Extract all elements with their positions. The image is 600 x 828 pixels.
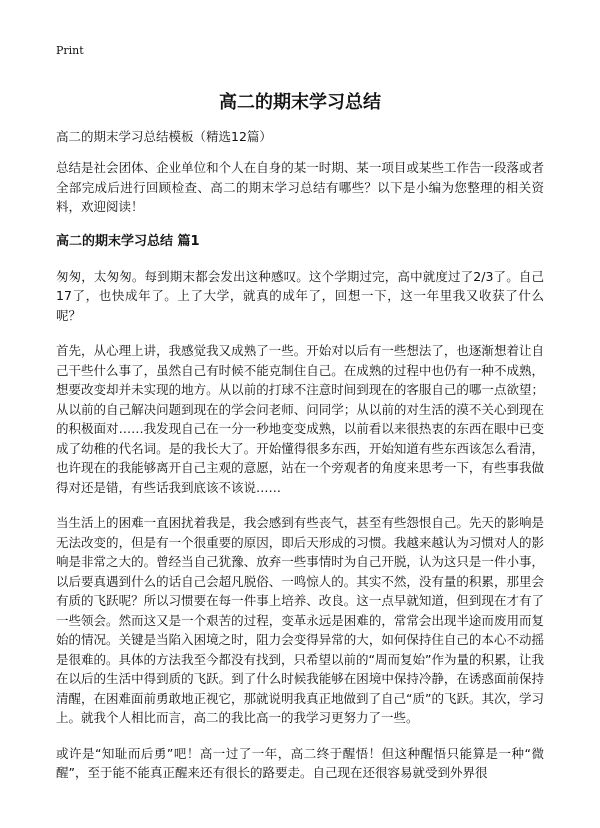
intro-paragraph: 总结是社会团体、企业单位和个人在自身的某一时期、某一项目或某些工作告一段落或者全部完成后进行回顾检查、高二的期末学习总结有哪些？以下是小编为您整理的相关资料，欢迎阅读！ bbox=[56, 160, 544, 214]
document-subtitle: 高二的期末学习总结模板（精选12篇） bbox=[56, 129, 272, 144]
body-paragraph: 匆匆，太匆匆。每到期末都会发出这种感叹。这个学期过完，高中就度过了2/3了。自己17了，也快成年了。上了大学，就真的成年了，回想一下，这一年里我又收获了什么呢？ bbox=[56, 268, 544, 323]
print-link[interactable]: Print bbox=[56, 44, 84, 57]
document-title: 高二的期末学习总结 bbox=[219, 92, 381, 113]
body-paragraph: 或许是“知耻而后勇”吧！高一过了一年，高二终于醒悟！但这种醒悟只能算是一种“微醒”，至于能不能真正醒来还有很长的路要走。自己现在还很容易就受到外界很 bbox=[56, 745, 544, 780]
body-paragraph: 首先，从心理上讲，我感觉我又成熟了一些。开始对以后有一些想法了，也逐渐想着让自己干些什么事了，虽然自己有时候不能克制住自己。在成熟的过程中也仍有一种不成熟，想要改变却并未实现的地方。从以前的打球不注意时间到现在的客服自己的哪一点欲望；从以前的自己解决问题到现在的学会问老师、问同学；从以前的对生活的漠不关心到现在的积极面对……我发现自己在一分一秒地变变成熟，以前看以来很热衷的东西在眼中已变成了幼稚的代名词。是的我长大了。开始懂得很多东西，开始知道有些东西该怎么看清，也许现在的我能够离开自己主观的意愿，站在一个旁观者的角度来思考一下，有些事我做得对还是错，有些话我到底该不该说…… bbox=[56, 343, 544, 495]
body-paragraph: 当生活上的困难一直困扰着我是，我会感到有些丧气，甚至有些怨恨自己。先天的影响是无法改变的，但是有一个很重要的原因，即后天形成的习惯。我越来越认为习惯对人的影响是非常之大的。曾经当自己犹豫、放弃一些事情时为自己开脱，认为这只是一件小事，以后要真遇到什么的话自己会超凡脱俗、一鸣惊人的。其实不然，没有量的积累，那里会有质的飞跃呢？所以习惯要在每一件事上培养、改良。这一点早就知道，但到现在才有了一些领会。然而这又是一个艰苦的过程，变革永远是困难的，常常会出现半途而废用而复始的情况。关键是当陷入困境之时，阻力会变得异常的大，如何保持住自己的本心不动摇是很难的。具体的方法我至今都没有找到，只希望以前的“周而复始”作为量的积累，让我在以后的生活中得到质的飞跃。到了什么时候我能够在困境中保持冷静，在诱惑面前保持清醒，在困难面前勇敢地正视它，那就说明我真正地做到了自己“质”的飞跃。其次，学习上。就我个人相比而言，高二的我比高一的我学习更努力了一些。 bbox=[56, 515, 544, 725]
section-heading: 高二的期末学习总结 篇1 bbox=[56, 233, 200, 249]
